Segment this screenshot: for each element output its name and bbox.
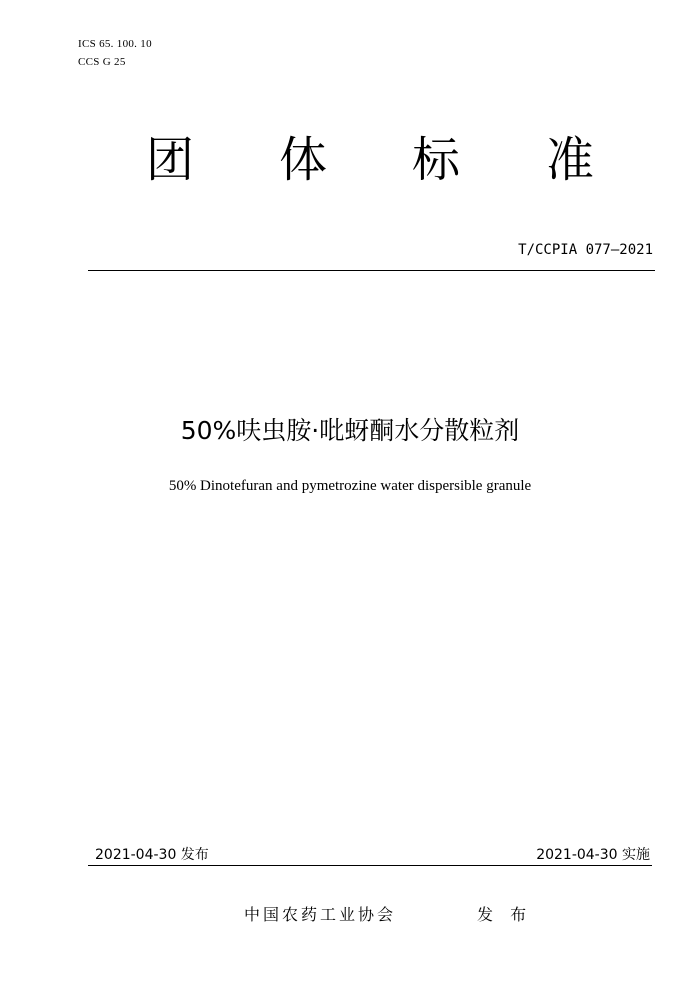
footer-divider (88, 865, 652, 866)
implementation-date: 2021-04-30 实施 (536, 847, 650, 863)
title-chinese: 50%呋虫胺·吡蚜酮水分散粒剂 (180, 416, 520, 445)
ics-code: ICS 65. 100. 10 (78, 38, 152, 50)
publisher-name: 中国农药工业协会 (244, 905, 397, 924)
publish-label: 发 布 (477, 905, 533, 924)
standard-number: T/CCPIA 077—2021 (518, 242, 653, 258)
document-type-heading (0, 128, 700, 198)
title-english: 50% Dinotefuran and pymetrozine water dispersible granule (168, 478, 532, 494)
document-type-char: 准 (546, 132, 595, 188)
document-type-char: 团 (146, 132, 195, 188)
ccs-code: CCS G 25 (78, 56, 126, 68)
document-type-char: 标 (412, 132, 461, 188)
document-type-char: 体 (279, 132, 328, 188)
issue-date: 2021-04-30 发布 (95, 847, 209, 863)
header-divider (88, 270, 655, 271)
